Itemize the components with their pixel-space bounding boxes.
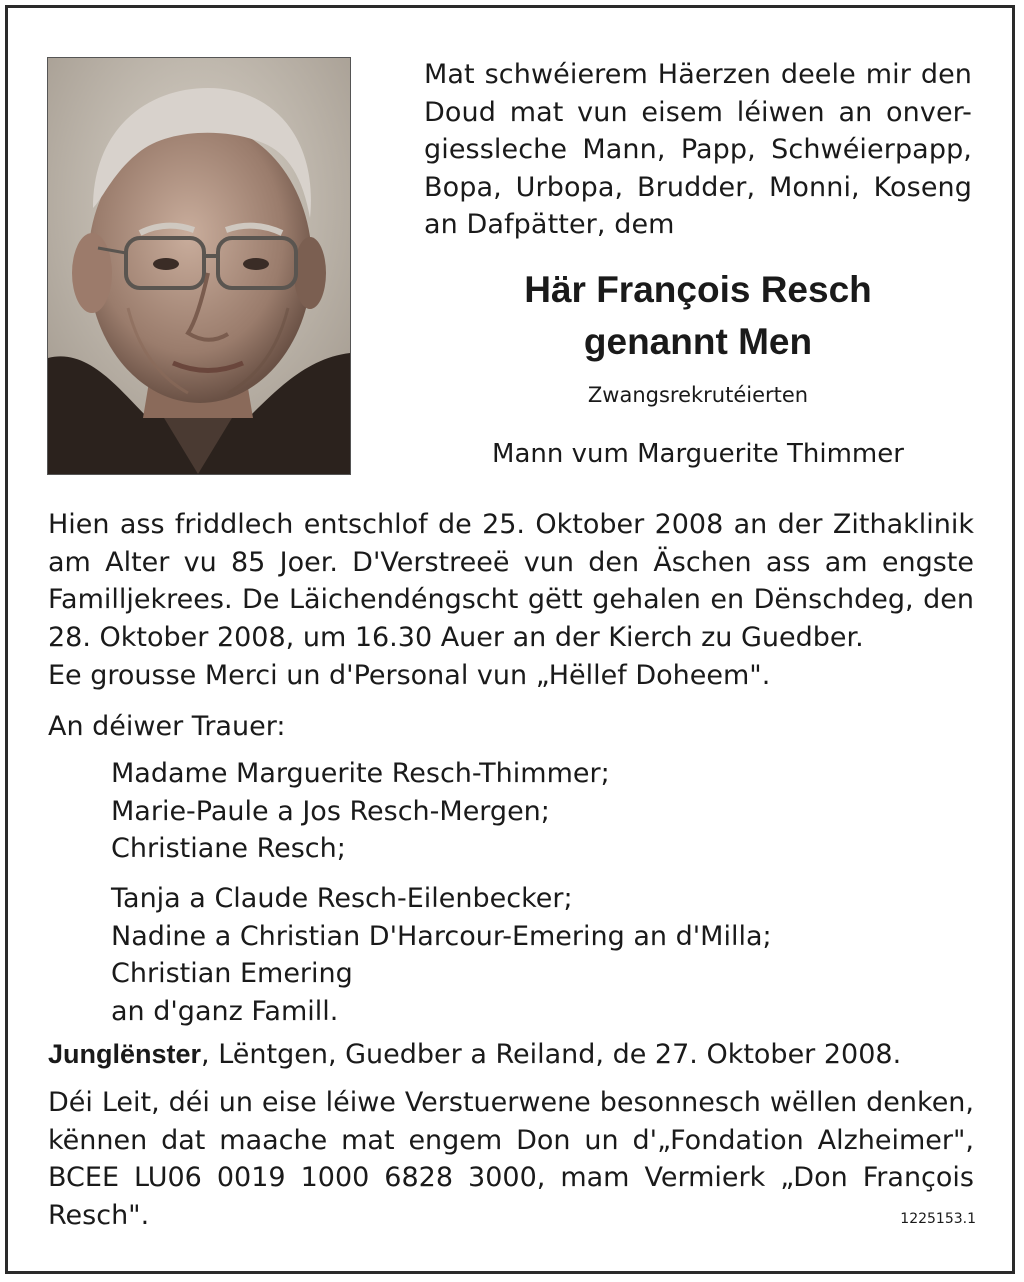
donation-line: Resch".	[48, 1199, 150, 1231]
portrait-photo-icon	[48, 58, 350, 474]
mourner-line: Tanja a Claude Resch-Eilenbecker;	[111, 883, 573, 914]
death-notice-line: Hien ass friddlech entschlof de 25. Oktober 2008 an der Zithaklinik	[48, 509, 974, 540]
mourner-line: Marie-Paule a Jos Resch-Mergen;	[111, 795, 550, 827]
thanks-paragraph	[48, 657, 974, 695]
death-notice-line: Familljekrees. De Läichendéngscht gëtt gehalen en Dënschdeg, den	[48, 584, 974, 615]
mourners-group-2	[111, 880, 911, 1030]
place-date-line	[48, 1036, 974, 1074]
mourner-line: an d'ganz Famill.	[111, 995, 339, 1027]
mourner-line: Christian Emering	[111, 958, 353, 989]
mourner-line: Nadine a Christian D'Harcour-Emering an d'Milla;	[111, 920, 772, 952]
intro-line: giessleche Mann, Papp, Schwéierpapp,	[424, 134, 972, 165]
intro-line: Doud mat vun eisem léiwen an onver-	[424, 96, 972, 128]
donation-line: BCEE LU06 0019 1000 6828 3000, mam Vermierk „Don François	[48, 1162, 974, 1193]
death-notice-paragraph	[48, 506, 974, 656]
place-date-rest: , Lëntgen, Guedber a Reiland, de 27. Oktober 2008.	[201, 1039, 902, 1070]
donation-paragraph	[48, 1084, 974, 1234]
portrait-photo	[47, 57, 351, 475]
thanks-line: Ee grousse Merci un d'Personal vun „Hëllef Doheem".	[48, 660, 771, 691]
deceased-name: Här François Resch	[524, 269, 872, 310]
deceased-nickname: genannt Men	[583, 321, 813, 362]
intro-line: Mat schwéierem Häerzen deele mir den	[424, 59, 972, 90]
intro-line: an Dafpätter, dem	[424, 209, 675, 240]
spouse-line: Mann vum Marguerite Thimmer	[492, 439, 904, 469]
reference-number: 1225153.1	[900, 1211, 976, 1227]
donation-line: kënnen dat maache mat engem Don un d'„Fondation Alzheimer",	[48, 1124, 974, 1156]
death-notice-line: 28. Oktober 2008, um 16.30 Auer an der Kierch zu Guedber.	[48, 621, 864, 653]
mourner-line: Christiane Resch;	[111, 833, 346, 864]
deceased-subtitle: Zwangsrekrutéierten	[587, 383, 809, 407]
donation-line: Déi Leit, déi un eise léiwe Verstuerwene besonnesch wëllen denken,	[48, 1087, 974, 1118]
mourners-group-1	[111, 755, 911, 868]
death-notice-line: am Alter vu 85 Joer. D'Verstreeë vun den Äschen ass am engste	[48, 546, 974, 578]
place-name: Junglënster	[48, 1039, 202, 1069]
intro-line: Bopa, Urbopa, Brudder, Monni, Koseng	[424, 171, 972, 203]
mourner-line: Madame Marguerite Resch-Thimmer;	[111, 758, 610, 789]
intro-paragraph	[424, 56, 972, 244]
mourning-intro: An déiwer Trauer:	[48, 711, 286, 742]
mourning-intro-paragraph	[48, 708, 974, 746]
